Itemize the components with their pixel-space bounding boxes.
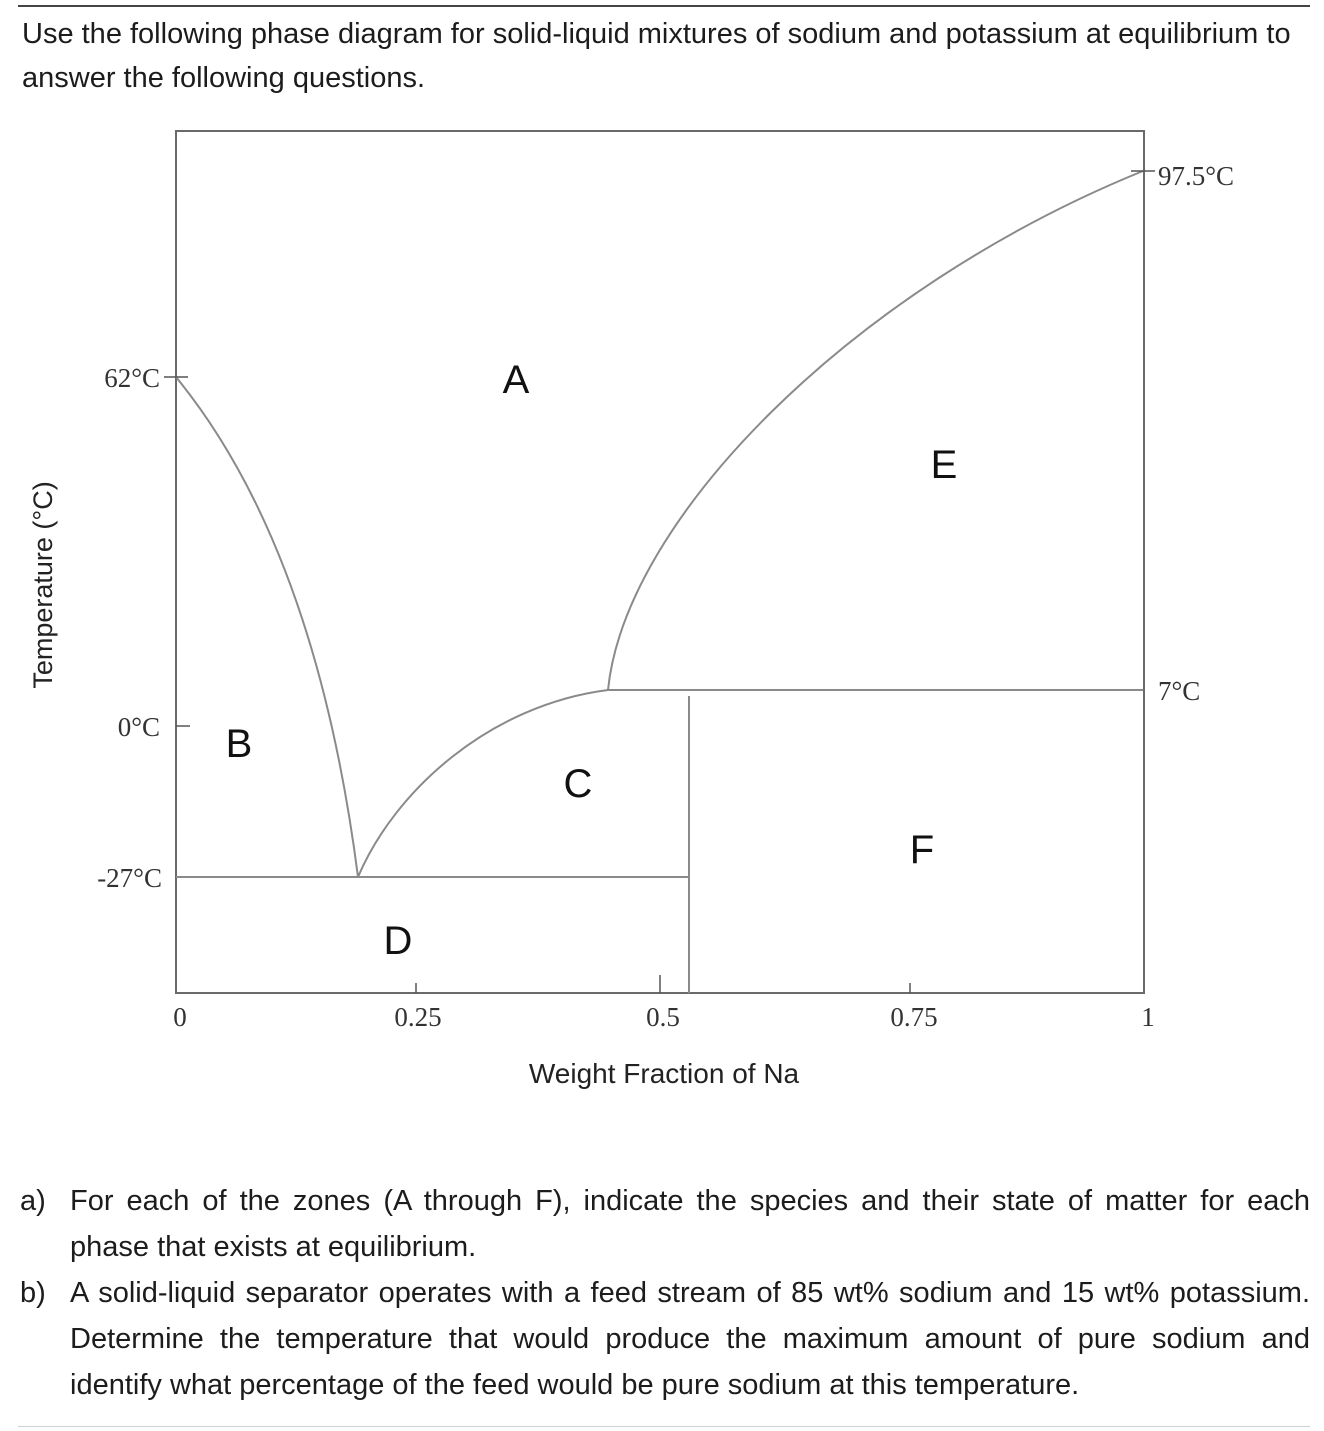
question-a-text: For each of the zones (A through F), indicate the species and their state of matter for each phase that exists at equilibrium.: [70, 1185, 1310, 1263]
x-tick-label-0: 0: [173, 1002, 187, 1032]
y-label-minus-27: -27°C: [97, 863, 162, 893]
x-tick-label-0-25: 0.25: [394, 1002, 442, 1032]
zone-d-label: D: [383, 919, 413, 963]
zone-c-label: C: [563, 762, 593, 806]
y-label-62: 62°C: [104, 363, 160, 393]
na-liquidus-curve: [608, 171, 1143, 690]
question-a-marker: a): [20, 1185, 46, 1217]
x-tick-label-0-5: 0.5: [646, 1002, 680, 1032]
question-list: [20, 1178, 1310, 1408]
intro-text: Use the following phase diagram for solid-liquid mixtures of sodium and potassium at equilibrium to answer the following questions.: [22, 18, 1291, 94]
zone-f-label: F: [909, 828, 935, 872]
y-label-7: 7°C: [1158, 676, 1201, 706]
y-axis-label: Temperature (°C): [28, 481, 58, 689]
question-b-text: A solid-liquid separator operates with a feed stream of 85 wt% sodium and 15 wt% potassium. Determine the temperature that would produce the maximum amount of pure sodium and identify what percentage of the feed would be pure sodium at this temperature.: [70, 1277, 1310, 1401]
question-b: [20, 1270, 1310, 1408]
k-liquidus-curve: [176, 377, 358, 877]
zone-e-label: E: [930, 443, 958, 487]
bottom-rule: [18, 1426, 1310, 1427]
x-tick-label-0-75: 0.75: [890, 1002, 938, 1032]
y-label-97-5: 97.5°C: [1158, 161, 1235, 191]
question-b-marker: b): [20, 1277, 46, 1309]
zone-a-label: A: [502, 358, 530, 402]
question-a: [20, 1178, 1310, 1270]
x-axis-label: Weight Fraction of Na: [528, 1058, 800, 1089]
zone-b-label: B: [225, 722, 253, 766]
plot-frame: [176, 131, 1144, 993]
x-tick-label-1: 1: [1141, 1002, 1155, 1032]
y-label-0: 0°C: [117, 712, 160, 742]
